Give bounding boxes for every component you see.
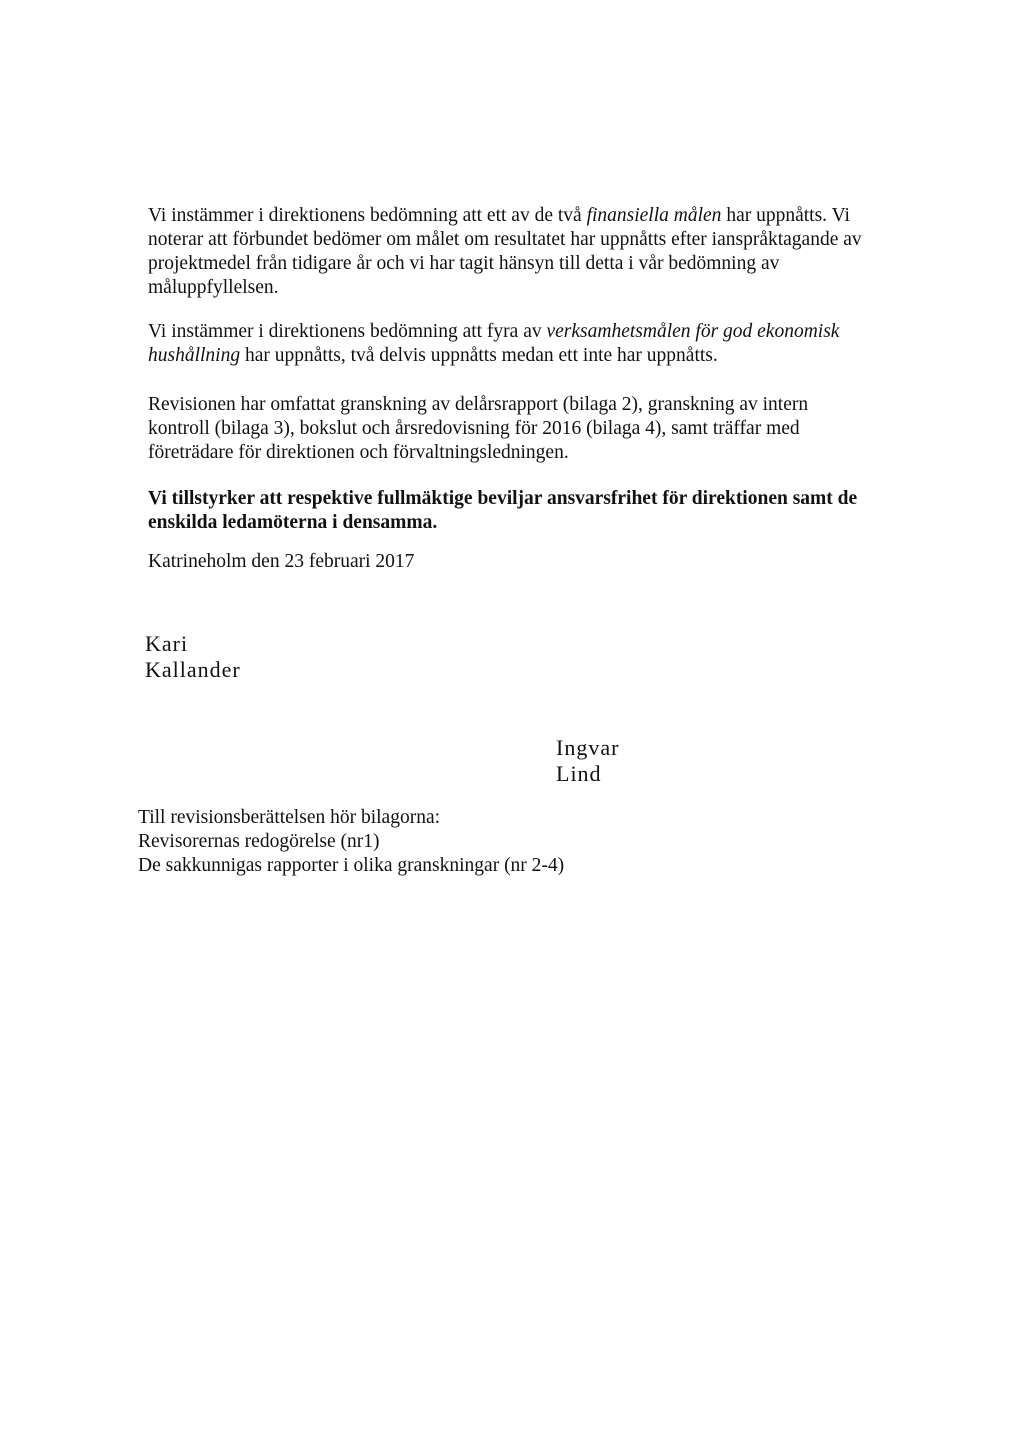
paragraph-audit-scope: Revisionen har omfattat granskning av delårsrapport (bilaga 2), granskning av intern kontroll (bilaga 3), bokslut och årsredovisning för 2016 (bilaga 4), samt träffar med företrädare för direktionen och förvaltningsledningen. — [148, 394, 809, 463]
paragraph-operational-goals-text-before: Vi instämmer i direktionens bedömning att fyra av — [148, 321, 547, 342]
paragraph-operational-goals-emphasis: verksamhetsmålen för god ekonomisk hushållning — [148, 321, 840, 366]
paragraph-financial-goals-emphasis: finansiella målen — [586, 205, 722, 226]
paragraph-operational-goals — [148, 320, 870, 368]
paragraph-financial-goals-text-before: Vi instämmer i direktionens bedömning att ett av de två — [148, 205, 587, 226]
signature-name-2 — [556, 735, 666, 786]
attachments-heading: Till revisionsberättelsen hör bilagorna: — [138, 807, 441, 828]
paragraph-operational-goals-text-after: har uppnåtts, två delvis uppnåtts medan ett inte har uppnåtts. — [240, 345, 718, 366]
signature-name-1 — [145, 631, 245, 682]
paragraph-financial-goals — [148, 204, 870, 300]
signature-name-2-text: Ingvar Lind — [556, 735, 620, 786]
paragraph-financial-goals-text-after: har uppnåtts. Vi noterar att förbundet bedömer om målet om resultatet har uppnåtts efter ianspråktagande av projektmedel från tidigare år och vi har tagit hänsyn till detta i vår bedömning av måluppfyllelsen. — [148, 205, 862, 298]
paragraph-discharge-recommendation: Vi tillstyrker att respektive fullmäktige beviljar ansvarsfrihet för direktionen samt de enskilda ledamöterna i densamma. — [148, 488, 858, 533]
attachment-item: De sakkunnigas rapporter i olika granskningar (nr 2-4) — [138, 855, 565, 876]
signature-name-1-text: Kari Kallander — [145, 631, 241, 682]
attachments-list — [138, 806, 838, 878]
place-and-date: Katrineholm den 23 februari 2017 — [148, 551, 415, 572]
attachment-item: Revisorernas redogörelse (nr1) — [138, 831, 380, 852]
